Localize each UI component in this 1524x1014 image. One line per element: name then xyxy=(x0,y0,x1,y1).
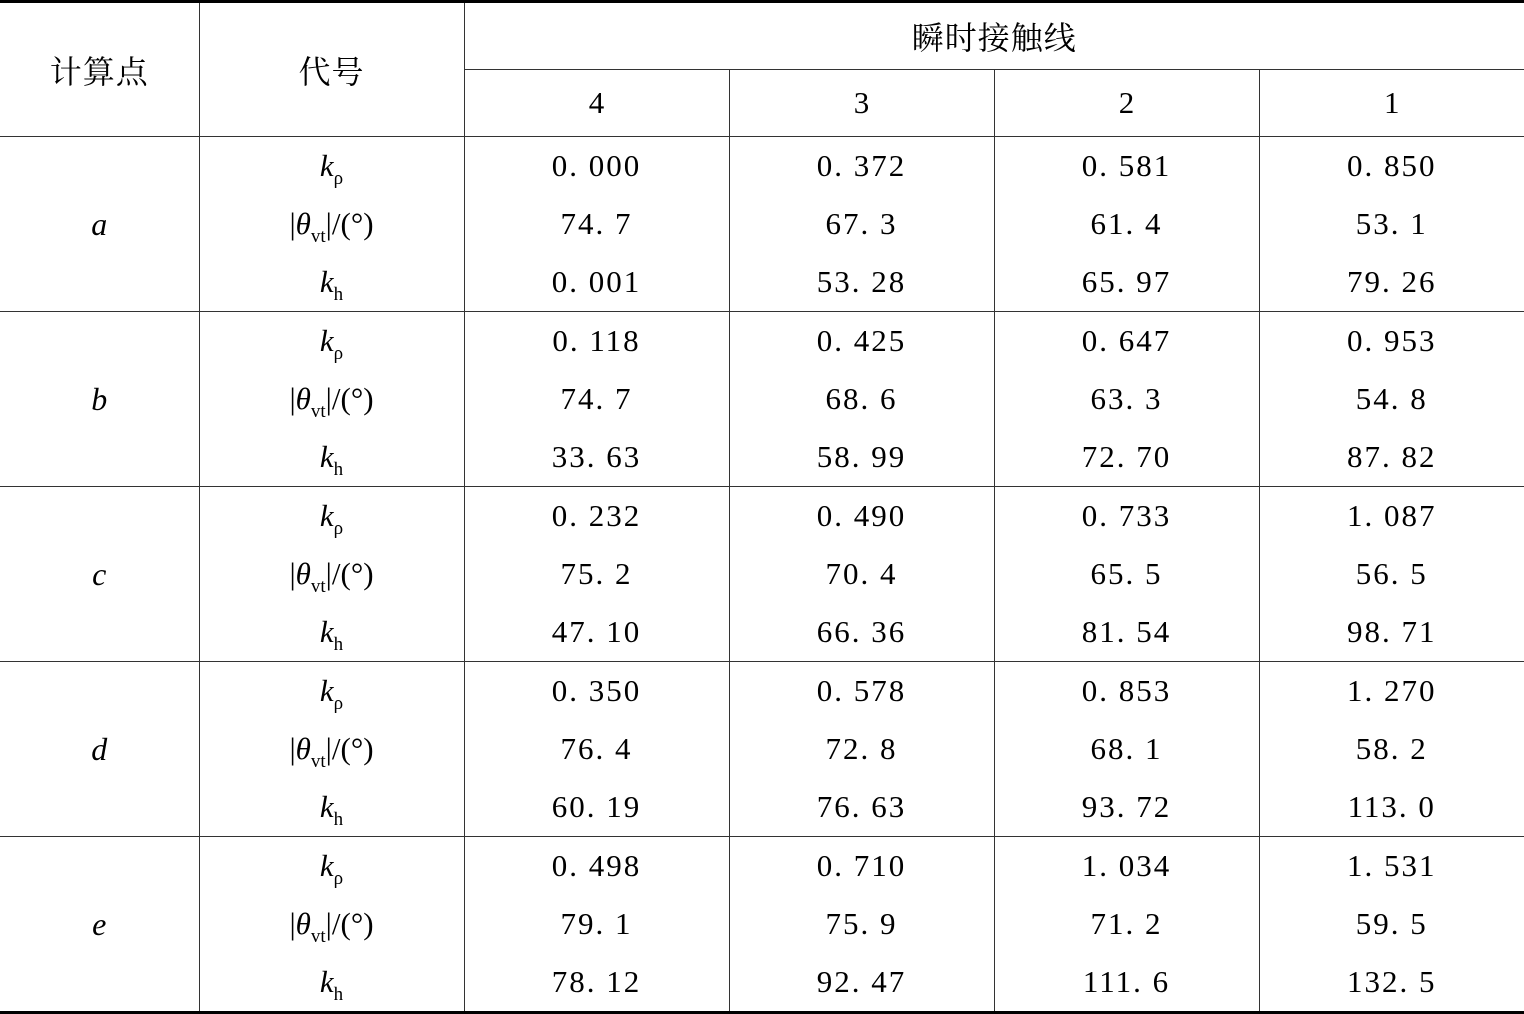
value-cell: 53. 28 xyxy=(729,253,994,312)
symbol-base: k xyxy=(319,439,334,474)
value-cell: 74. 7 xyxy=(464,370,729,428)
value-cell: 53. 1 xyxy=(1259,195,1524,253)
symbol-base: θ xyxy=(295,556,311,591)
value-cell: 0. 350 xyxy=(464,662,729,721)
symbol-base: k xyxy=(319,673,334,708)
symbol-prefix: | xyxy=(289,556,296,591)
table-row xyxy=(0,253,1524,312)
symbol-base: θ xyxy=(295,906,311,941)
value-cell: 58. 2 xyxy=(1259,720,1524,778)
table-header xyxy=(0,2,1524,137)
value-cell: 111. 6 xyxy=(994,953,1259,1013)
value-cell: 113. 0 xyxy=(1259,778,1524,837)
value-cell: 0. 490 xyxy=(729,487,994,546)
table-row xyxy=(0,428,1524,487)
value-cell: 61. 4 xyxy=(994,195,1259,253)
value-cell: 68. 6 xyxy=(729,370,994,428)
symbol-theta xyxy=(199,545,464,603)
header-line-3: 3 xyxy=(729,70,994,137)
value-cell: 65. 5 xyxy=(994,545,1259,603)
symbol-base: θ xyxy=(295,206,311,241)
value-cell: 0. 232 xyxy=(464,487,729,546)
symbol-unit: |/(°) xyxy=(325,381,374,416)
point-label: e xyxy=(0,837,199,1013)
symbol-k-h xyxy=(199,603,464,662)
value-cell: 0. 647 xyxy=(994,312,1259,371)
symbol-k-h xyxy=(199,953,464,1013)
value-cell: 0. 853 xyxy=(994,662,1259,721)
symbol-subscript: h xyxy=(333,634,344,655)
symbol-theta xyxy=(199,720,464,778)
table-row xyxy=(0,662,1524,721)
table-body xyxy=(0,137,1524,1013)
value-cell: 47. 10 xyxy=(464,603,729,662)
symbol-base: k xyxy=(319,964,334,999)
value-cell: 79. 26 xyxy=(1259,253,1524,312)
symbol-k-h xyxy=(199,253,464,312)
header-contact-lines: 瞬时接触线 xyxy=(464,2,1524,70)
value-cell: 0. 118 xyxy=(464,312,729,371)
table-row xyxy=(0,953,1524,1013)
symbol-base: k xyxy=(319,323,334,358)
point-label: a xyxy=(0,137,199,312)
value-cell: 72. 8 xyxy=(729,720,994,778)
symbol-base: k xyxy=(319,848,334,883)
symbol-subscript: ρ xyxy=(333,168,344,189)
symbol-k-rho xyxy=(199,137,464,196)
symbol-prefix: | xyxy=(289,381,296,416)
point-label: c xyxy=(0,487,199,662)
value-cell: 60. 19 xyxy=(464,778,729,837)
value-cell: 56. 5 xyxy=(1259,545,1524,603)
value-cell: 1. 034 xyxy=(994,837,1259,896)
symbol-base: k xyxy=(319,148,334,183)
symbol-base: k xyxy=(319,789,334,824)
symbol-subscript: ρ xyxy=(333,343,344,364)
value-cell: 0. 953 xyxy=(1259,312,1524,371)
header-line-2: 2 xyxy=(994,70,1259,137)
symbol-subscript: h xyxy=(333,459,344,480)
symbol-theta xyxy=(199,370,464,428)
symbol-subscript: ρ xyxy=(333,868,344,889)
symbol-subscript: vt xyxy=(310,401,326,422)
value-cell: 67. 3 xyxy=(729,195,994,253)
symbol-prefix: | xyxy=(289,906,296,941)
value-cell: 79. 1 xyxy=(464,895,729,953)
value-cell: 0. 000 xyxy=(464,137,729,196)
symbol-k-h xyxy=(199,428,464,487)
table-row xyxy=(0,487,1524,546)
symbol-subscript: ρ xyxy=(333,518,344,539)
value-cell: 0. 581 xyxy=(994,137,1259,196)
value-cell: 0. 733 xyxy=(994,487,1259,546)
symbol-unit: |/(°) xyxy=(325,556,374,591)
symbol-k-h xyxy=(199,778,464,837)
symbol-prefix: | xyxy=(289,206,296,241)
value-cell: 74. 7 xyxy=(464,195,729,253)
symbol-k-rho xyxy=(199,312,464,371)
table-row xyxy=(0,603,1524,662)
symbol-unit: |/(°) xyxy=(325,206,374,241)
table-row xyxy=(0,195,1524,253)
table-row xyxy=(0,720,1524,778)
header-row-1 xyxy=(0,2,1524,70)
value-cell: 132. 5 xyxy=(1259,953,1524,1013)
symbol-k-rho xyxy=(199,487,464,546)
value-cell: 0. 850 xyxy=(1259,137,1524,196)
symbol-base: k xyxy=(319,264,334,299)
table-row xyxy=(0,837,1524,896)
value-cell: 0. 372 xyxy=(729,137,994,196)
value-cell: 1. 270 xyxy=(1259,662,1524,721)
table-row xyxy=(0,370,1524,428)
symbol-base: θ xyxy=(295,731,311,766)
symbol-unit: |/(°) xyxy=(325,731,374,766)
value-cell: 33. 63 xyxy=(464,428,729,487)
header-point: 计算点 xyxy=(0,2,199,137)
symbol-subscript: ρ xyxy=(333,693,344,714)
symbol-subscript: h xyxy=(333,809,344,830)
symbol-subscript: h xyxy=(333,284,344,305)
value-cell: 78. 12 xyxy=(464,953,729,1013)
header-line-1: 1 xyxy=(1259,70,1524,137)
value-cell: 92. 47 xyxy=(729,953,994,1013)
table-row xyxy=(0,137,1524,196)
symbol-theta xyxy=(199,895,464,953)
value-cell: 70. 4 xyxy=(729,545,994,603)
symbol-subscript: h xyxy=(333,984,344,1005)
table-row xyxy=(0,895,1524,953)
symbol-subscript: vt xyxy=(310,226,326,247)
table-row xyxy=(0,312,1524,371)
point-label: d xyxy=(0,662,199,837)
value-cell: 59. 5 xyxy=(1259,895,1524,953)
symbol-base: k xyxy=(319,498,334,533)
value-cell: 1. 531 xyxy=(1259,837,1524,896)
value-cell: 98. 71 xyxy=(1259,603,1524,662)
symbol-k-rho xyxy=(199,662,464,721)
value-cell: 54. 8 xyxy=(1259,370,1524,428)
symbol-base: θ xyxy=(295,381,311,416)
value-cell: 0. 001 xyxy=(464,253,729,312)
symbol-base: k xyxy=(319,614,334,649)
value-cell: 0. 578 xyxy=(729,662,994,721)
value-cell: 71. 2 xyxy=(994,895,1259,953)
value-cell: 72. 70 xyxy=(994,428,1259,487)
value-cell: 68. 1 xyxy=(994,720,1259,778)
header-line-4: 4 xyxy=(464,70,729,137)
point-label: b xyxy=(0,312,199,487)
value-cell: 0. 425 xyxy=(729,312,994,371)
value-cell: 0. 710 xyxy=(729,837,994,896)
table-row xyxy=(0,778,1524,837)
value-cell: 87. 82 xyxy=(1259,428,1524,487)
value-cell: 75. 9 xyxy=(729,895,994,953)
symbol-subscript: vt xyxy=(310,576,326,597)
value-cell: 58. 99 xyxy=(729,428,994,487)
value-cell: 81. 54 xyxy=(994,603,1259,662)
value-cell: 0. 498 xyxy=(464,837,729,896)
value-cell: 63. 3 xyxy=(994,370,1259,428)
value-cell: 66. 36 xyxy=(729,603,994,662)
symbol-k-rho xyxy=(199,837,464,896)
header-code: 代号 xyxy=(199,2,464,137)
symbol-theta xyxy=(199,195,464,253)
symbol-subscript: vt xyxy=(310,751,326,772)
symbol-unit: |/(°) xyxy=(325,906,374,941)
value-cell: 93. 72 xyxy=(994,778,1259,837)
value-cell: 76. 63 xyxy=(729,778,994,837)
table-row xyxy=(0,545,1524,603)
value-cell: 75. 2 xyxy=(464,545,729,603)
value-cell: 1. 087 xyxy=(1259,487,1524,546)
symbol-prefix: | xyxy=(289,731,296,766)
value-cell: 65. 97 xyxy=(994,253,1259,312)
symbol-subscript: vt xyxy=(310,926,326,947)
value-cell: 76. 4 xyxy=(464,720,729,778)
